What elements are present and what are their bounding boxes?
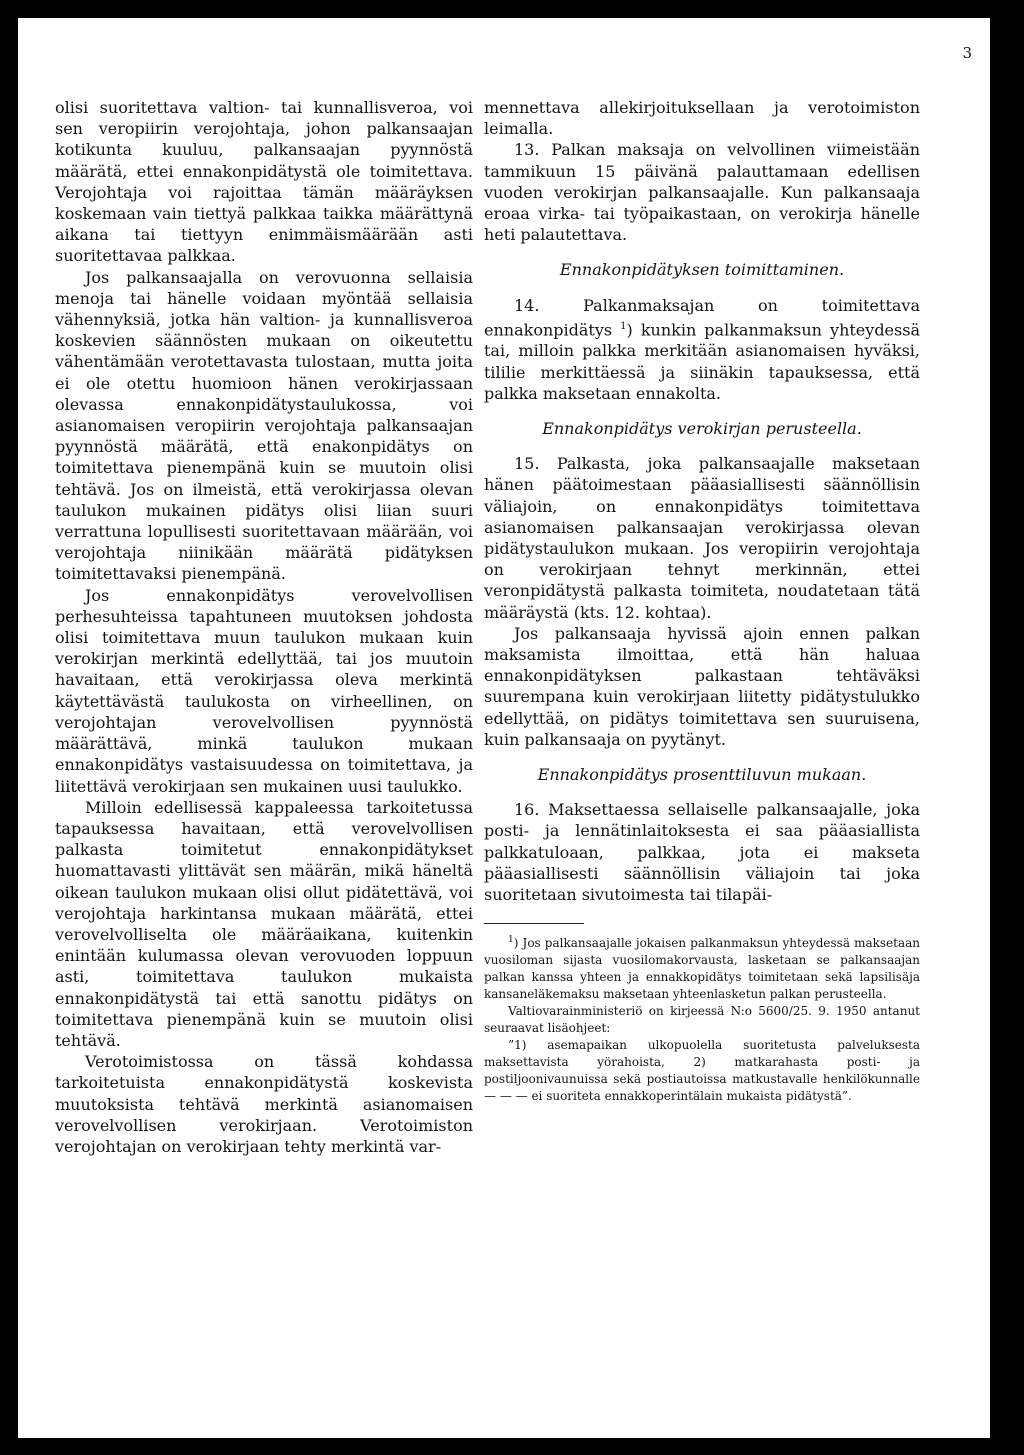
paragraph: Jos palkansaajalla on verovuonna sellaisia menoja tai hänelle voidaan myöntää sellaisia vähennyksiä, jotka hän valtion- ja kunnallisveroa koskevien säännösten mukaan on oikeutettu vähentämään verotettavasta tulostaan, mutta joita ei ole otettu huomioon hänen verokirjassaan olevassa ennakonpidätystaulukossa, voi asianomaisen veropiirin verojohtaja palkansaajan pyynnöstä määrätä, että enakonpidätys on toimitettava pienempänä kuin se muutoin olisi tehtävä. Jos on ilmeistä, että verokirjassa olevan taulukon mukainen pidätys olisi liian suuri verrattuna lopullisesti suoritettavaan määrään, voi verojohtaja niinikään määrätä pidätyksen toimitettavaksi pienempänä. [55, 267, 473, 584]
footnote-text: ) Jos palkansaajalle jokaisen palkanmaksun yhteydessä maksetaan vuosiloman sijasta vuosilomakorvausta, lasketaan se palkansaajan palkan kanssa yhteen ja ennakkopidätys toimitetaan sekä lapsilisäja kansaneläkemaksu maksetaan yhteenlasketun palkan perusteella. [484, 936, 920, 1002]
paragraph-text: 14. Palkanmaksajan on toimitettava ennakonpidätys [484, 295, 920, 340]
left-column [55, 97, 473, 1157]
section-heading: Ennakonpidätys prosenttiluvun mukaan. [537, 765, 867, 785]
paragraph: Jos palkansaaja hyvissä ajoin ennen palkan maksamista ilmoittaa, että hän haluaa ennakonpidätyksen palkastaan tehtäväksi suurempana kuin verokirjaan liitetty pidätystulukko edellyttää, on pidätys toimitettava sen suuruisena, kuin palkansaaja on pyytänyt. [484, 623, 920, 749]
footnote [484, 932, 920, 1003]
section-heading: Ennakonpidätys verokirjan perusteella. [542, 418, 862, 438]
paragraph: olisi suoritettava valtion- tai kunnallisveroa, voi sen veropiirin verojohtaja, johon palkansaajan kotikunta kuuluu, palkansaajan pyynnöstä määrätä, ettei ennakonpidätystä ole toimitettava. Verojohtaja voi rajoittaa tämän määräyksen koskemaan vain tiettyä palkkaa taikka määrättynä aikana tai tiettyyn enimmäismäärään asti suoritettavaa palkkaa. [55, 98, 473, 266]
paragraph: mennettava allekirjoituksellaan ja verotoimiston leimalla. [484, 98, 920, 139]
footnote-reference: 1 [620, 320, 627, 332]
paragraph: Verotoimistossa on tässä kohdassa tarkoitetuista ennakonpidätystä koskevista muutoksista tehtävä merkintä asianomaisen verovelvollisen verokirjaan. Verotoimiston verojohtajan on verokirjaan tehty merkintä var- [55, 1052, 473, 1156]
footnotes [484, 932, 920, 1105]
paragraph: 13. Palkan maksaja on velvollinen viimeistään tammikuun 15 päivänä palauttamaan edellisen vuoden verokirjan palkansaajalle. Kun palkansaaja eroaa virka- tai työpaikastaan, on verokirja hänelle heti palautettava. [484, 140, 920, 245]
paragraph: 15. Palkasta, joka palkansaajalle maksetaan hänen päätoimestaan pääasiallisesti säännöllisin väliajoin, on ennakonpidätys toimitettava asianomaisen palkansaajan verokirjassa olevan pidätystaulukon mukaan. Jos veropiirin verojohtaja on verokirjaan tehnyt merkinnän, ettei veronpidätystä palkasta toimiteta, noudatetaan tätä määräystä (kts. 12. kohtaa). [484, 454, 920, 622]
paragraph [484, 295, 920, 404]
section-heading: Ennakonpidätyksen toimittaminen. [559, 260, 845, 280]
footnote-divider [484, 923, 584, 924]
footnote: ”1) asemapaikan ulkopuolella suoritetusta palveluksesta maksettavista yörahoista, 2) matkarahasta posti- ja postiljoonivaunuissa sekä postiautoissa matkustavalle henkilökunnalle — — — ei suoriteta ennakkoperintälain mukaista pidätystä”. [484, 1038, 920, 1104]
footnote: Valtiovarainministeriö on kirjeessä N:o 5600/25. 9. 1950 antanut seuraavat lisäohjeet: [484, 1004, 920, 1036]
paragraph-text: ) kunkin palkanmaksun yhteydessä tai, milloin palkka merkitään asianomaisen hyväksi, tililie merkittäessä ja siinäkin tapauksessa, että palkka maksetaan ennakolta. [484, 320, 920, 403]
page-number: 3 [962, 44, 972, 62]
paragraph: 16. Maksettaessa sellaiselle palkansaajalle, joka posti- ja lennätinlaitoksesta ei saa pääasiallista palkkatuloaan, palkkaa, jota ei makseta pääasiallisesti säännöllisin väliajoin tai joka suoritetaan sivutoimesta tai tilapäi- [484, 800, 920, 905]
paragraph: Milloin edellisessä kappaleessa tarkoitetussa tapauksessa havaitaan, että verovelvollisen palkasta toimitetut ennakonpidätykset huomattavasti ylittävät sen määrän, mikä häneltä oikean taulukon mukaan olisi ollut pidätettävä, voi verojohtaja harkintansa mukaan määrätä, ettei verovelvolliselta ole määräaikana, kuitenkin enintään kulumassa olevan verovuoden loppuun asti, toimitettava taulukon mukaista ennakonpidätystä tai että sanottu pidätys on toimitettava pienempänä kuin se muutoin olisi tehtävä. [55, 797, 473, 1050]
footnote-marker: 1 [508, 935, 514, 946]
right-column [484, 97, 920, 1105]
document-page [18, 18, 990, 1438]
paragraph: Jos ennakonpidätys verovelvollisen perhesuhteissa tapahtuneen muutoksen johdosta olisi toimitettava muun taulukon mukaan kuin verokirjan merkintä edellyttää, tai jos muutoin havaitaan, että verokirjassa oleva merkintä käytettävästä taulukosta on virheellinen, on verojohtajan verovelvollisen pyynnöstä määrättävä, minkä taulukon mukaan ennakonpidätys vastaisuudessa on toimitettava, ja liitettävä verokirjaan sen mukainen uusi taulukko. [55, 585, 473, 796]
